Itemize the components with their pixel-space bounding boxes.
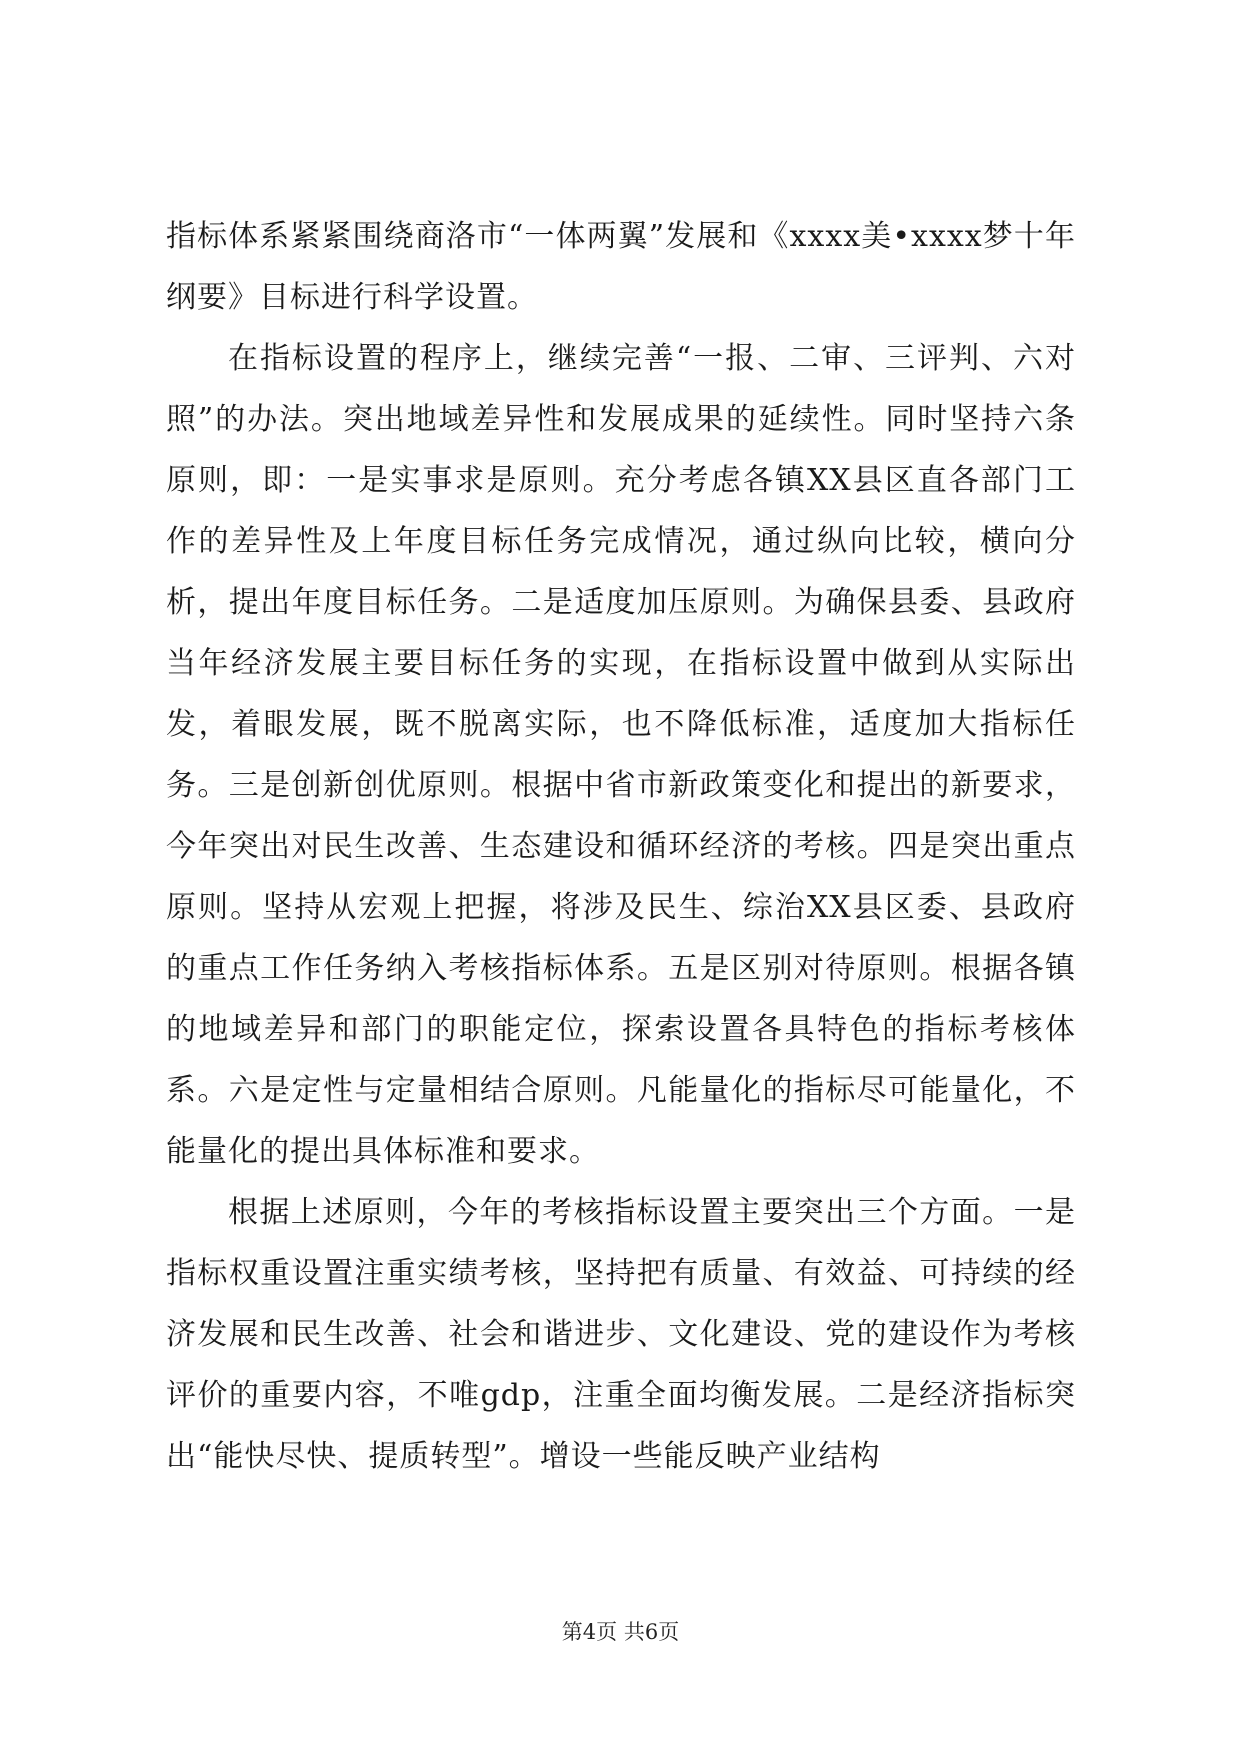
document-body xyxy=(166,206,1076,1487)
paragraph-principles: 在指标设置的程序上，继续完善“一报、二审、三评判、六对照”的办法。突出地域差异性和发展成果的延续性。同时坚持六条原则，即：一是实事求是原则。充分考虑各镇XX县区直各部门工作的差异性及上年度目标任务完成情况，通过纵向比较，横向分析，提出年度目标任务。二是适度加压原则。为确保县委、县政府当年经济发展主要目标任务的实现，在指标设置中做到从实际出发，着眼发展，既不脱离实际，也不降低标准，适度加大指标任务。三是创新创优原则。根据中省市新政策变化和提出的新要求，今年突出对民生改善、生态建设和循环经济的考核。四是突出重点原则。坚持从宏观上把握，将涉及民生、综治XX县区委、县政府的重点工作任务纳入考核指标体系。五是区别对待原则。根据各镇的地域差异和部门的职能定位，探索设置各具特色的指标考核体系。六是定性与定量相结合原则。凡能量化的指标尽可能量化，不能量化的提出具体标准和要求。 xyxy=(166,341,1076,1169)
paragraph-focus-areas: 根据上述原则，今年的考核指标设置主要突出三个方面。一是指标权重设置注重实绩考核，坚持把有质量、有效益、可持续的经济发展和民生改善、社会和谐进步、文化建设、党的建设作为考核评价的重要内容，不唯gdp，注重全面均衡发展。二是经济指标突出“能快尽快、提质转型”。增设一些能反映产业结构 xyxy=(166,1195,1076,1474)
paragraph-continuation: 指标体系紧紧围绕商洛市“一体两翼”发展和《xxxx美•xxxx梦十年纲要》目标进行科学设置。 xyxy=(166,219,1076,315)
page-number-footer: 第4页 共6页 xyxy=(561,1620,680,1644)
